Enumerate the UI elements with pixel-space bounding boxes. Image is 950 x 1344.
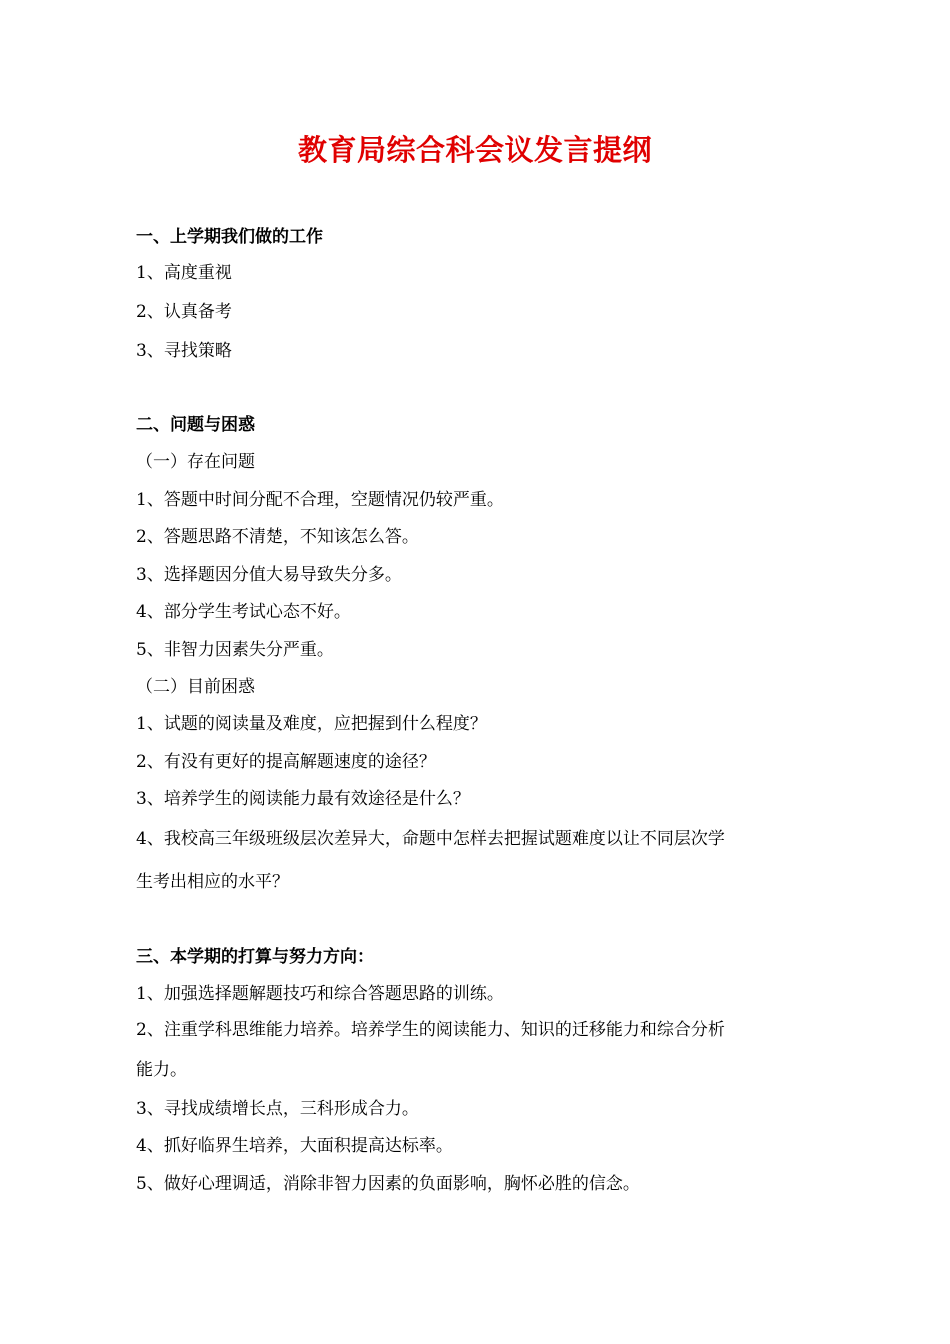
section2-sub2-item-continued: 生考出相应的水平？ bbox=[136, 872, 289, 892]
section3-item: 2、注重学科思维能力培养。培养学生的阅读能力、知识的迁移能力和综合分析 bbox=[136, 1020, 725, 1040]
section2-sub2-item: 2、有没有更好的提高解题速度的途径？ bbox=[136, 752, 436, 772]
section2-sub1-item: 1、答题中时间分配不合理，空题情况仍较严重。 bbox=[136, 490, 504, 510]
section2-sub1-item: 3、选择题因分值大易导致失分多。 bbox=[136, 565, 402, 585]
section2-sub2-item: 4、我校高三年级班级层次差异大，命题中怎样去把握试题难度以让不同层次学 bbox=[136, 829, 725, 849]
section2-sub2-item: 3、培养学生的阅读能力最有效途径是什么？ bbox=[136, 789, 470, 809]
section2-heading: 二、问题与困惑 bbox=[136, 415, 255, 435]
section3-item-continued: 能力。 bbox=[136, 1060, 187, 1080]
section3-item: 3、寻找成绩增长点，三科形成合力。 bbox=[136, 1099, 419, 1119]
section2-sub2-item: 1、试题的阅读量及难度，应把握到什么程度？ bbox=[136, 714, 487, 734]
document-title: 教育局综合科会议发言提纲 bbox=[297, 133, 652, 167]
section2-sub1-item: 2、答题思路不清楚，不知该怎么答。 bbox=[136, 527, 419, 547]
section3-item: 1、加强选择题解题技巧和综合答题思路的训练。 bbox=[136, 984, 504, 1004]
section2-sub1-heading: （一）存在问题 bbox=[136, 452, 255, 472]
section3-item: 4、抓好临界生培养，大面积提高达标率。 bbox=[136, 1136, 453, 1156]
section1-item: 2、认真备考 bbox=[136, 302, 232, 322]
section2-sub2-heading: （二）目前困惑 bbox=[136, 677, 255, 697]
section1-heading: 一、上学期我们做的工作 bbox=[136, 227, 323, 247]
section1-item: 3、寻找策略 bbox=[136, 341, 232, 361]
section2-sub1-item: 4、部分学生考试心态不好。 bbox=[136, 602, 351, 622]
section3-item: 5、做好心理调适，消除非智力因素的负面影响，胸怀必胜的信念。 bbox=[136, 1174, 640, 1194]
section1-item: 1、高度重视 bbox=[136, 263, 232, 283]
section2-sub1-item: 5、非智力因素失分严重。 bbox=[136, 640, 334, 660]
section3-heading: 三、本学期的打算与努力方向： bbox=[136, 947, 374, 967]
